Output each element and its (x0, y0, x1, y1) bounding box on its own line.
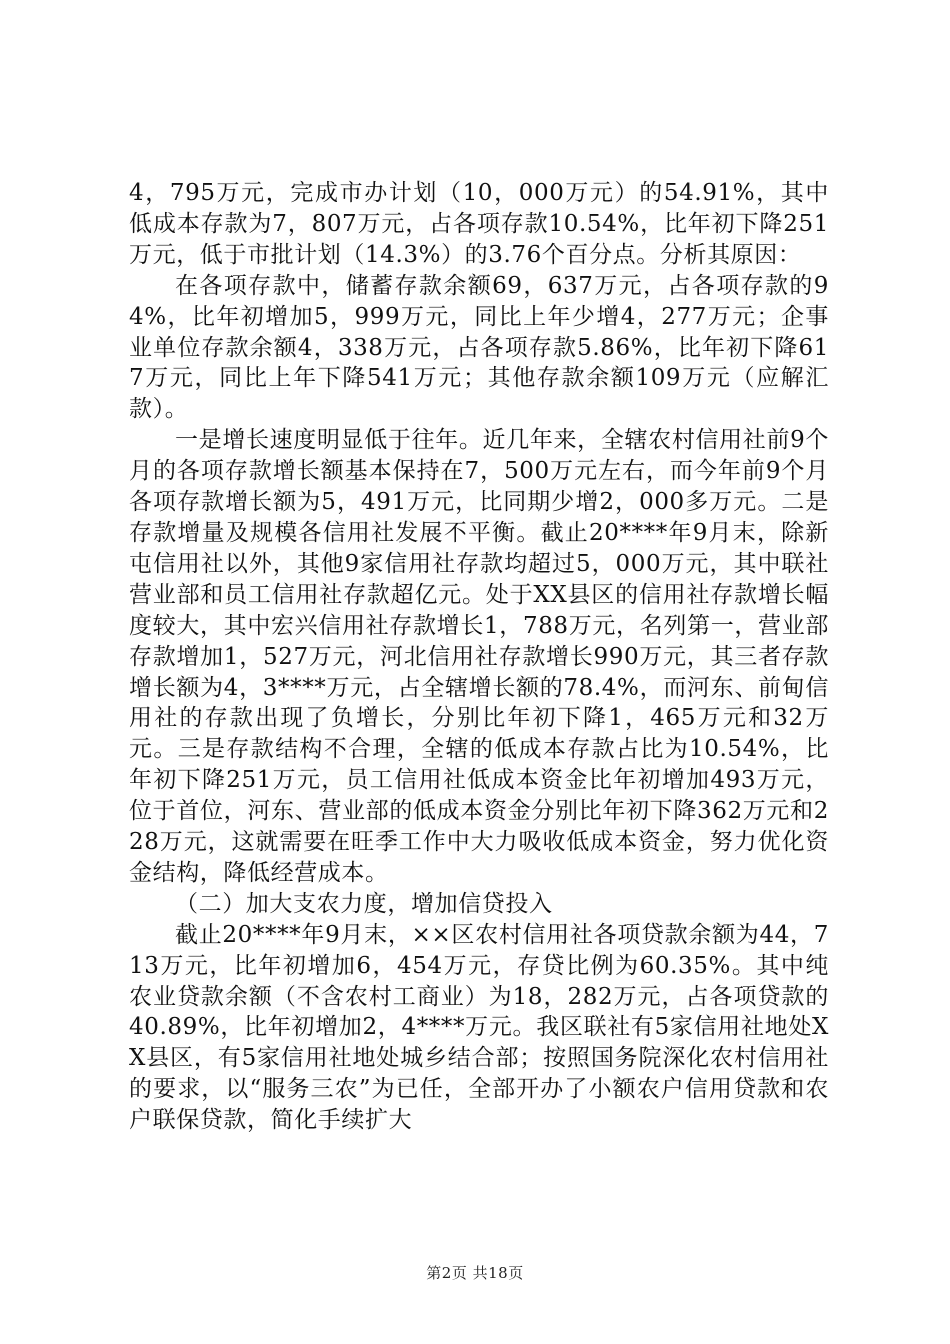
section-heading-agriculture-support: （二）加大支农力度，增加信贷投入 (175, 890, 553, 917)
paragraph-growth-analysis: 一是增长速度明显低于往年。近几年来，全辖农村信用社前9个月的各项存款增长额基本保持在7，500万元左右，而今年前9个月各项存款增长额为5，491万元，比同期少增2，000多万元。二是存款增量及规模各信用社发展不平衡。截止20****年9月末，除新屯信用社以外，其他9家信用社存款均超过5，000万元，其中联社营业部和员工信用社存款超亿元。处于XX县区的信用社存款增长幅度较大，其中宏兴信用社存款增长1，788万元，名列第一，营业部存款增加1，527万元，河北信用社存款增长990万元，其三者存款增长额为4，3****万元，占全辖增长额的78.4%，而河东、前甸信用社的存款出现了负增长，分别比年初下降1，465万元和32万元。三是存款结构不合理，全辖的低成本存款占比为10.54%，比年初下降251万元，员工信用社低成本资金比年初增加493万元，位于首位，河东、营业部的低成本资金分别比年初下降362万元和228万元，这就需要在旺季工作中大力吸收低成本资金，努力优化资金结构，降低经营成本。 (129, 427, 829, 886)
paragraph-loan-summary: 截止20****年9月末，××区农村信用社各项贷款余额为44，713万元，比年初增加6，454万元，存贷比例为60.35%。其中纯农业贷款余额（不含农村工商业）为18，282万元，占各项贷款的40.89%，比年初增加2，4****万元。我区联社有5家信用社地处XX县区，有5家信用社地处城乡结合部；按照国务院深化农村信用社的要求，以“服务三农”为已任，全部开办了小额农户信用贷款和农户联保贷款，简化手续扩大 (129, 921, 829, 1134)
page-number-footer: 第2页 共18页 (426, 1264, 524, 1282)
paragraph-deposit-summary: 4，795万元，完成市办计划（10，000万元）的54.91%，其中低成本存款为7，807万元，占各项存款10.54%，比年初下降251万元，低于市批计划（14.3%）的3.76个百分点。分析其原因： (129, 180, 829, 268)
paragraph-savings-deposits: 在各项存款中，储蓄存款余额69，637万元，占各项存款的94%，比年初增加5，999万元，同比上年少增4，277万元；企事业单位存款余额4，338万元，占各项存款5.86%，比年初下降617万元，同比上年下降541万元；其他存款余额109万元（应解汇款）。 (129, 272, 829, 423)
document-body (129, 178, 829, 1136)
